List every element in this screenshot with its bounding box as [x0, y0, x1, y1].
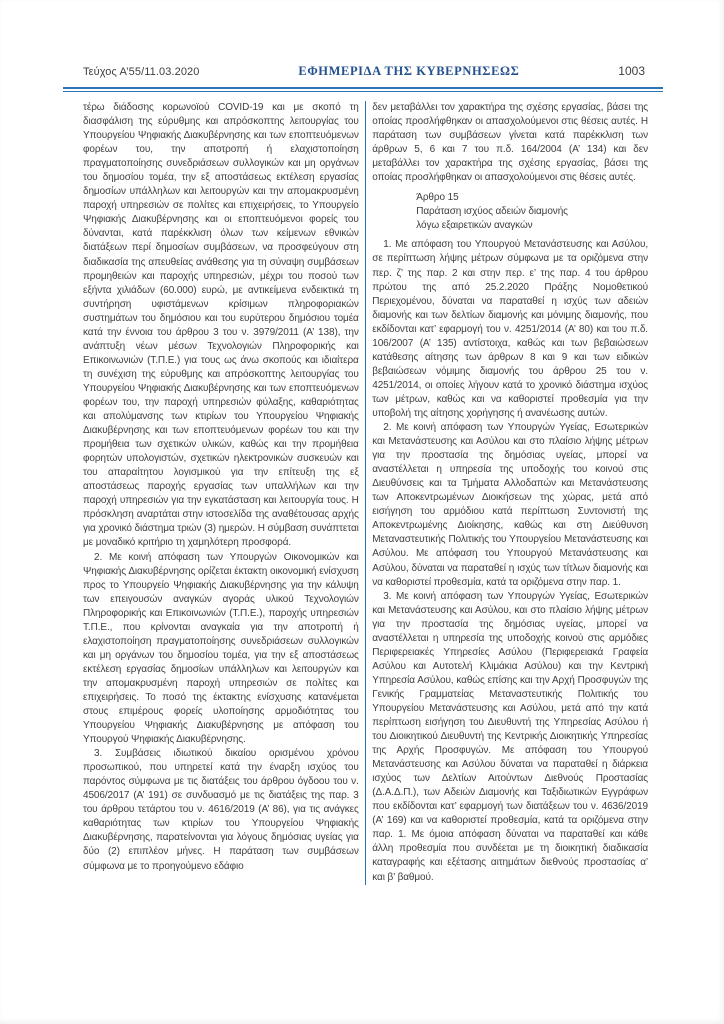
paragraph: 1. Με απόφαση του Υπουργού Μετανάστευσης και Ασύλου, σε περίπτωση λήψης μέτρων σύμφωνα με τα οριζόμενα στην περ. ζ’ της παρ. 2 και στην περ. ε’ της παρ. 4 του άρθρου πρώτου της από 25.2.2020 Πράξης Νομοθετικού Περιεχομένου, δύναται να παραταθεί η ισχύς των αδειών διαμονής και των δελτίων διαμονής και μόνιμης διαμονής, που εκδίδονται κατ’ εφαρμογή του ν. 4251/2014 (Α’ 80) και του π.δ. 106/2007 (Α’ 135) αντίστοιχα, καθώς και των βεβαιώσεων κατάθεσης αίτησης των άρθρων 8 και 9 και των ειδικών βεβαιώσεων νόμιμης διαμονής του άρθρου 25 του ν. 4251/2014, οι οποίες λήγουν κατά το χρονικό διάστημα ισχύος των μέτρων, καθώς και να καθοριστεί προθεσμία για την υποβολή της αίτησης χορήγησης ή ανανέωσης αυτών.: [372, 239, 648, 419]
right-column: [372, 101, 648, 885]
gazette-title: ΕΦΗΜΕΡΙΔΑ ΤΗΣ ΚΥΒΕΡΝΗΣΕΩΣ: [298, 64, 520, 78]
page-number: 1003: [618, 64, 645, 78]
left-column: [83, 101, 359, 885]
article-title-line: λόγω εξαιρετικών αναγκών: [416, 220, 533, 232]
paragraph: 2. Με κοινή απόφαση των Υπουργών Υγείας, Εσωτερικών και Μετανάστευσης και Ασύλου και στο πλαίσιο λήψης μέτρων για την προστασία της δημόσιας υγείας, μπορεί να αναστέλλεται η υπηρεσία της υποδοχής του κοινού στις Διευθύνσεις και τα Τμήματα Αλλοδαπών και Μετανάστευσης των Αποκεντρωμένων Διοικήσεων της χώρας, μετά από εισήγηση του αρμόδιου κατά περίπτωση Συντονιστή της Αποκεντρωμένης Διοίκησης, καθώς και στη Διεύθυνση Μεταναστευτικής Πολιτικής του Υπουργείου Μετανάστευσης και Ασύλου. Με απόφαση του Υπουργού Μετανάστευσης και Ασύλου, δύναται να παραταθεί η ισχύς των τίτλων διαμονής και να καθοριστεί προθεσμία, κατά τα οριζόμενα στην παρ. 1.: [372, 422, 648, 588]
header-double-rule: [63, 87, 663, 92]
two-column-body: [83, 101, 648, 885]
paragraph: 3. Συμβάσεις ιδιωτικού δικαίου ορισμένου χρόνου προσωπικού, που υπηρετεί κατά την έναρξη ισχύος του παρόντος σύμφωνα με τις διατάξεις του άρθρου όγδοου του ν. 4506/2017 (Α’ 191) σε συνδυασμό με τις διατάξεις της παρ. 3 του άρθρου τετάρτου του ν. 4616/2019 (Α’ 86), για τις ανάγκες καθαριότητας των κτιρίων του Υπουργείου Ψηφιακής Διακυβέρνησης, παρατείνονται για λόγους δημόσιας υγείας για δύο (2) επιπλέον μήνες. Η παράταση των συμβάσεων σύμφωνα με το προηγούμενο εδάφιο: [83, 748, 359, 872]
paragraph: 3. Με κοινή απόφαση των Υπουργών Υγείας, Εσωτερικών και Μετανάστευσης και Ασύλου, και στο πλαίσιο λήψης μέτρων για την προστασία της δημόσιας υγείας, μπορεί να αναστέλλεται η υπηρεσία της υποδοχής κοινού στις αρμόδιες Περιφερειακές Υπηρεσίες Ασύλου (Περιφερειακά Γραφεία Ασύλου και Αυτοτελή Κλιμάκια Ασύλου) και την Κεντρική Υπηρεσία Ασύλου, καθώς επίσης και την Αρχή Προσφυγών της Γενικής Γραμματείας Μεταναστευτικής Πολιτικής του Υπουργείου Μετανάστευσης και Ασύλου, μετά από την κατά περίπτωση εισήγηση του Διευθυντή της Υπηρεσίας Ασύλου ή του Διοικητικού Διευθυντή της Κεντρικής Διοικητικής Υπηρεσίας της Αρχής Προσφυγών. Με απόφαση του Υπουργού Μετανάστευσης και Ασύλου δύναται να παραταθεί η διάρκεια ισχύος των Δελτίων Αιτούντων Διεθνούς Προστασίας (Δ.Α.Δ.Π.), των Αδειών Διαμονής και Ταξιδιωτικών Εγγράφων που εκδίδονται κατ’ εφαρμογή των διατάξεων του ν. 4636/2019 (Α’ 169) και να καθοριστεί προθεσμία, κατά τα οριζόμενα στην παρ. 1. Με όμοια απόφαση δύναται να παραταθεί και κάθε άλλη προθεσμία που συνδέεται με τη διοικητική διαδικασία καταγραφής και εξέτασης αιτημάτων διεθνούς προστασίας α’ και β’ βαθμού.: [372, 590, 648, 883]
article-heading: [416, 191, 648, 233]
paragraph: 2. Με κοινή απόφαση των Υπουργών Οικονομικών και Ψηφιακής Διακυβέρνησης ορίζεται έκτακτη οικονομική ενίσχυση προς το Υπουργείο Ψηφιακής Διακυβέρνησης για την κάλυψη των επειγουσών αναγκών αγοράς υλικού Τεχνολογιών Πληροφορικής και Επικοινωνιών (Τ.Π.Ε.), παροχής υπηρεσιών Τ.Π.Ε., που κρίνονται αναγκαία για την αποτροπή ή ελαχιστοποίηση πραγματοποίησης συνεδριάσεων συλλογικών και μη οργάνων του δημοσίου τομέα, για την εξ αποστάσεως εκτέλεση εργασίας δημοσίων υπάλληλων και λειτουργών και την απομακρυσμένη παροχή υπηρεσιών σε πολίτες και επιχειρήσεις. Το ποσό της έκτακτης ενίσχυσης κατανέμεται στους επιμέρους φορείς υλοποίησης αρμοδιότητας του Υπουργείου Ψηφιακής Διακυβέρνησης με απόφαση του Υπουργού Ψηφιακής Διακυβέρνησης.: [83, 551, 359, 746]
page-header: [83, 64, 645, 79]
issue-label: Τεύχος Α’55/11.03.2020: [83, 66, 200, 78]
article-title-line: Παράταση ισχύος αδειών διαμονής: [416, 206, 568, 218]
paragraph: δεν μεταβάλλει τον χαρακτήρα της σχέσης εργασίας, βάσει της οποίας προσλήφθηκαν οι απασχολούμενοι στις θέσεις αυτές. Η παράταση των συμβάσεων γίνεται κατά παρέκκλιση των άρθρων 5, 6 και 7 του π.δ. 164/2004 (Α’ 134) και δεν μεταβάλλει τον χαρακτήρα της σχέσης εργασίας, βάσει της οποίας προσλήφθηκαν οι απασχολούμενοι στις θέσεις αυτές.: [372, 102, 648, 184]
paragraph: τέρω διάδοσης κορωνοϊού COVID-19 και με σκοπό τη διασφάλιση της εύρυθμης και απρόσκοπτης λειτουργίας του Υπουργείου Ψηφιακής Διακυβέρνησης και των εποπτευόμενων φορέων του, την αποτροπή ή ελαχιστοποίηση πραγματοποίησης συνεδριάσεων συλλογικών και μη οργάνων του δημοσίου τομέα, την εξ αποστάσεως εκτέλεση εργασίας δημοσίων υπάλληλων και λειτουργών και την απομακρυσμένη παροχή υπηρεσιών σε πολίτες και επιχειρήσεις, το Υπουργείο Ψηφιακής Διακυβέρνησης και οι εποπτευόμενοι φορείς του δύνανται, κατά παρέκκλιση όλων των κείμενων εθνικών διατάξεων περί δημοσίων συμβάσεων, να προσφεύγουν στη διαδικασία της απευθείας ανάθεσης για τη σύναψη συμβάσεων προμηθειών και παροχής υπηρεσιών, μέχρι του ποσού των εξήντα χιλιάδων (60.000) ευρώ, με αντικείμενα ενδεικτικά τη συντήρηση υφιστάμενων κρίσιμων πληροφοριακών συστημάτων του δημόσιου και του ευρύτερου δημόσιου τομέα κατά την έννοια του άρθρου 3 του ν. 3979/2011 (Α’ 138), την ανάπτυξη νέων μέσων Τεχνολογιών Πληροφορικής και Επικοινωνιών (Τ.Π.Ε.) για τους ως άνω σκοπούς και ιδιαίτερα τη συνέχιση της εύρυθμης και απρόσκοπτης λειτουργίας του Υπουργείου Ψηφιακής Διακυβέρνησης και των εποπτευόμενων φορέων του, την παροχή υπηρεσιών φύλαξης, καθαριότητας και απολύμανσης των κτιρίων του Υπουργείου Ψηφιακής Διακυβέρνησης και των εποπτευόμενων φορέων του και την προμήθεια των σχετικών υλικών, καθώς και την προμήθεια φορητών υπολογιστών, σχετικών ηλεκτρονικών συσκευών και του απαραίτητου λογισμικού για την επίτευξη της εξ αποστάσεως παροχής εργασίας των υπαλλήλων και την παροχή υπηρεσιών για την εγκατάσταση και λειτουργία τους. Η πρόσκληση αναρτάται στην ιστοσελίδα της αναθέτουσας αρχής για χρονικό διάστημα τριών (3) ημερών. Η σύμβαση συνάπτεται με μοναδικό κριτήριο τη χαμηλότερη προσφορά.: [83, 102, 359, 549]
column-divider: [365, 101, 367, 885]
article-number: Άρθρο 15: [416, 192, 459, 204]
